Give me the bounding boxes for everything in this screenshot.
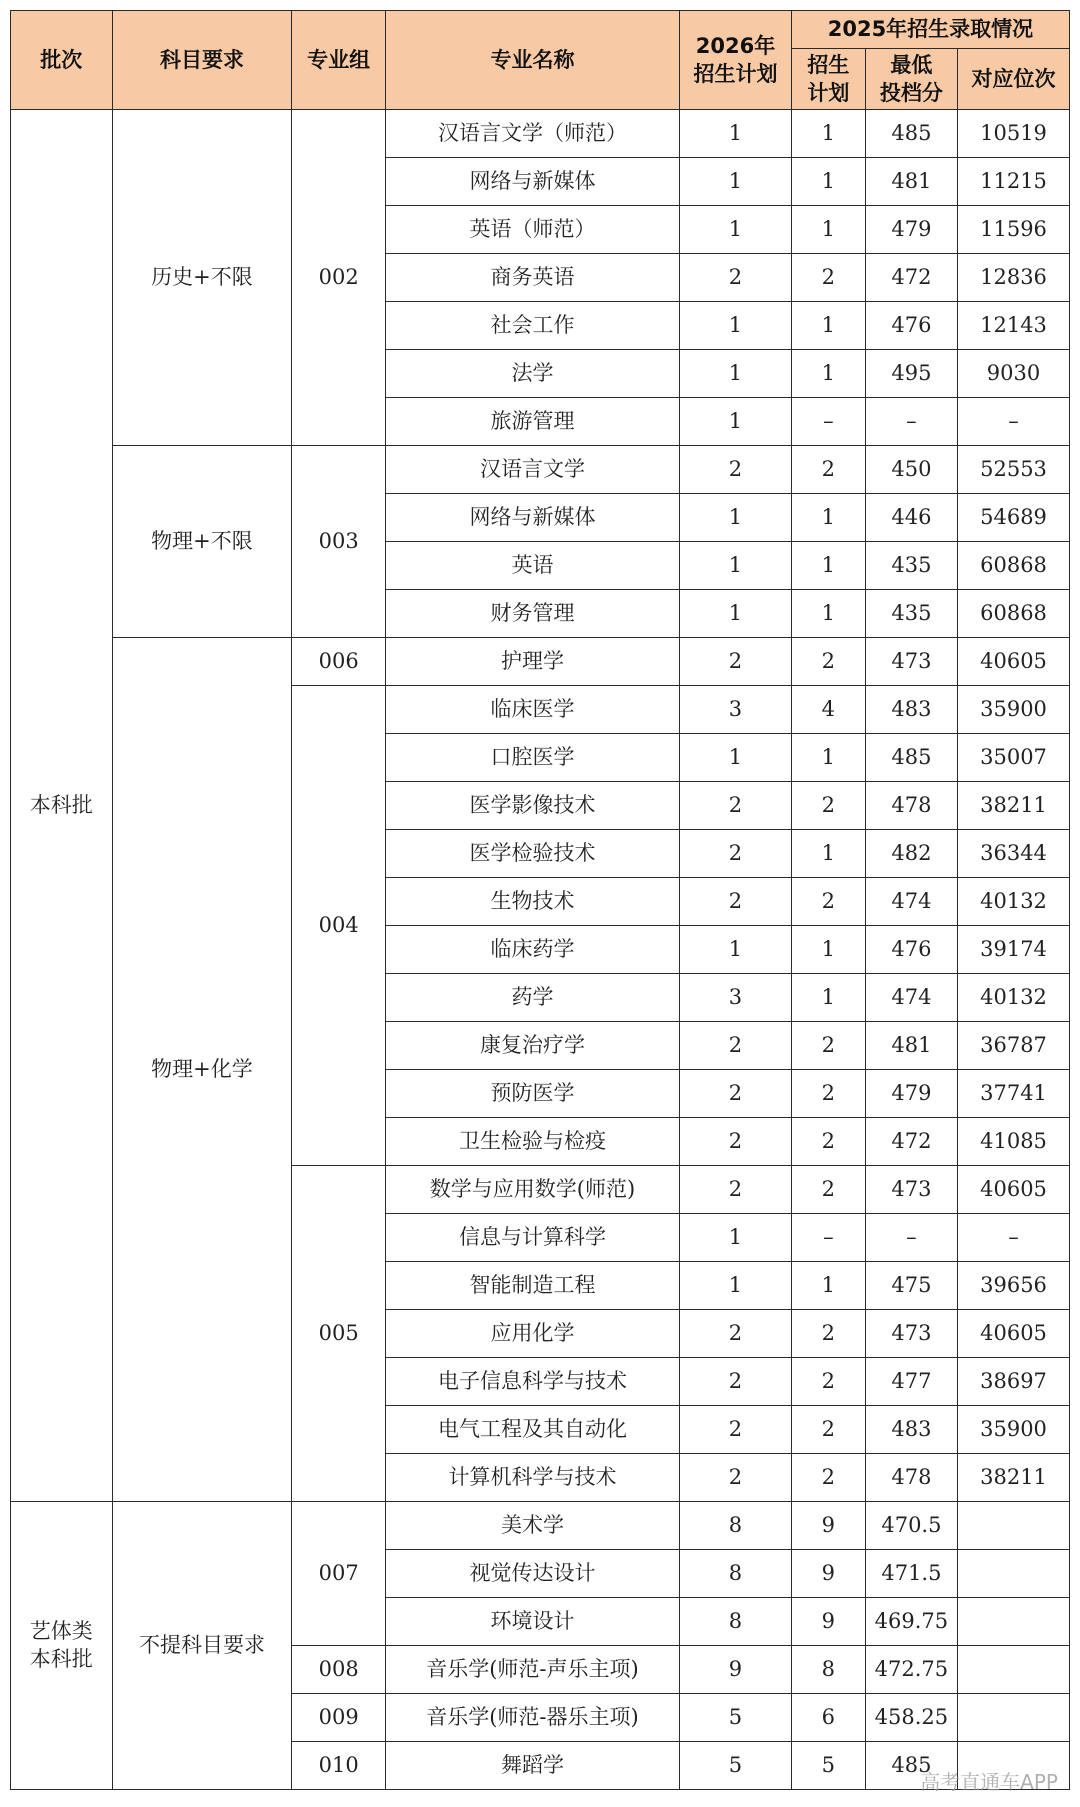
plan-2025-cell: 5	[791, 1742, 865, 1790]
rank-cell: 10519	[958, 110, 1070, 158]
rank-cell: 36787	[958, 1022, 1070, 1070]
rank-cell: 40605	[958, 1310, 1070, 1358]
rank-cell: 52553	[958, 446, 1070, 494]
min-score-cell: 476	[865, 302, 957, 350]
plan-2026-cell: 8	[680, 1598, 792, 1646]
rank-cell	[958, 1598, 1070, 1646]
plan-2025-cell: 9	[791, 1550, 865, 1598]
plan-2026-cell: 1	[680, 302, 792, 350]
plan-2026-cell: 9	[680, 1646, 792, 1694]
rank-cell: 40132	[958, 974, 1070, 1022]
header-subject-requirement: 科目要求	[112, 11, 292, 110]
plan-2025-cell: 2	[791, 1454, 865, 1502]
plan-2026-cell: 1	[680, 158, 792, 206]
major-name-cell: 汉语言文学	[385, 446, 679, 494]
group-code-cell: 008	[292, 1646, 385, 1694]
min-score-cell: 485	[865, 734, 957, 782]
major-name-cell: 环境设计	[385, 1598, 679, 1646]
rank-cell	[958, 1550, 1070, 1598]
plan-2025-cell: 9	[791, 1502, 865, 1550]
major-name-cell: 护理学	[385, 638, 679, 686]
plan-2026-cell: 5	[680, 1694, 792, 1742]
header-plan-2026: 2026年 招生计划	[680, 11, 792, 110]
table-header	[11, 11, 1070, 110]
plan-2025-cell: 1	[791, 494, 865, 542]
major-name-cell: 计算机科学与技术	[385, 1454, 679, 1502]
plan-2025-cell: 1	[791, 158, 865, 206]
plan-2026-cell: 1	[680, 494, 792, 542]
rank-cell: 35007	[958, 734, 1070, 782]
min-score-cell: 485	[865, 1742, 957, 1790]
plan-2025-cell: 1	[791, 206, 865, 254]
rank-cell: 40132	[958, 878, 1070, 926]
rank-cell	[958, 1502, 1070, 1550]
rank-cell: 60868	[958, 542, 1070, 590]
major-name-cell: 舞蹈学	[385, 1742, 679, 1790]
min-score-cell: 495	[865, 350, 957, 398]
rank-cell: 35900	[958, 686, 1070, 734]
major-name-cell: 网络与新媒体	[385, 494, 679, 542]
group-code-cell: 005	[292, 1166, 385, 1502]
table-row	[11, 1502, 1070, 1550]
plan-2025-cell: 1	[791, 734, 865, 782]
major-name-cell: 英语	[385, 542, 679, 590]
header-batch: 批次	[11, 11, 113, 110]
header-rank: 对应位次	[958, 49, 1070, 110]
rank-cell: 36344	[958, 830, 1070, 878]
min-score-cell: 435	[865, 542, 957, 590]
plan-2025-cell: 1	[791, 542, 865, 590]
plan-2025-cell: 2	[791, 1070, 865, 1118]
min-score-cell: 472	[865, 254, 957, 302]
plan-2026-cell: 2	[680, 878, 792, 926]
min-score-cell: 470.5	[865, 1502, 957, 1550]
table-row	[11, 446, 1070, 494]
min-score-cell: 483	[865, 1406, 957, 1454]
min-score-cell: 450	[865, 446, 957, 494]
min-score-cell: 475	[865, 1262, 957, 1310]
plan-2026-cell: 1	[680, 734, 792, 782]
plan-2025-cell: 2	[791, 638, 865, 686]
plan-2025-cell: 2	[791, 1166, 865, 1214]
plan-2025-cell: 2	[791, 878, 865, 926]
major-name-cell: 法学	[385, 350, 679, 398]
subject-requirement-cell: 历史+不限	[112, 110, 292, 446]
major-name-cell: 旅游管理	[385, 398, 679, 446]
rank-cell	[958, 1694, 1070, 1742]
header-admission-2025: 2025年招生录取情况	[791, 11, 1069, 49]
rank-cell: 40605	[958, 1166, 1070, 1214]
group-code-cell: 010	[292, 1742, 385, 1790]
major-name-cell: 商务英语	[385, 254, 679, 302]
plan-2026-cell: 2	[680, 254, 792, 302]
plan-2025-cell: 2	[791, 1310, 865, 1358]
plan-2025-cell: 1	[791, 350, 865, 398]
plan-2026-cell: 1	[680, 398, 792, 446]
header-major-name: 专业名称	[385, 11, 679, 110]
rank-cell: –	[958, 398, 1070, 446]
major-name-cell: 电子信息科学与技术	[385, 1358, 679, 1406]
plan-2026-cell: 3	[680, 974, 792, 1022]
min-score-cell: –	[865, 398, 957, 446]
min-score-cell: 472	[865, 1118, 957, 1166]
table-row	[11, 638, 1070, 686]
plan-2025-cell: 1	[791, 974, 865, 1022]
min-score-cell: 474	[865, 974, 957, 1022]
major-name-cell: 视觉传达设计	[385, 1550, 679, 1598]
min-score-cell: 478	[865, 782, 957, 830]
min-score-cell: 478	[865, 1454, 957, 1502]
table-body	[11, 110, 1070, 1790]
major-name-cell: 财务管理	[385, 590, 679, 638]
major-name-cell: 临床药学	[385, 926, 679, 974]
header-min-score: 最低 投档分	[865, 49, 957, 110]
rank-cell: 60868	[958, 590, 1070, 638]
batch-cell: 艺体类 本科批	[11, 1502, 113, 1790]
major-name-cell: 音乐学(师范-器乐主项)	[385, 1694, 679, 1742]
group-code-cell: 003	[292, 446, 385, 638]
min-score-cell: 446	[865, 494, 957, 542]
plan-2025-cell: 4	[791, 686, 865, 734]
rank-cell: 39656	[958, 1262, 1070, 1310]
group-code-cell: 009	[292, 1694, 385, 1742]
plan-2025-cell: 2	[791, 1406, 865, 1454]
plan-2025-cell: 9	[791, 1598, 865, 1646]
plan-2026-cell: 2	[680, 1118, 792, 1166]
major-name-cell: 临床医学	[385, 686, 679, 734]
plan-2025-cell: 1	[791, 926, 865, 974]
rank-cell: 35900	[958, 1406, 1070, 1454]
plan-2026-cell: 2	[680, 1166, 792, 1214]
plan-2025-cell: –	[791, 398, 865, 446]
plan-2026-cell: 1	[680, 542, 792, 590]
plan-2025-cell: 8	[791, 1646, 865, 1694]
plan-2026-cell: 1	[680, 1214, 792, 1262]
min-score-cell: 479	[865, 1070, 957, 1118]
batch-cell: 本科批	[11, 110, 113, 1502]
plan-2026-cell: 1	[680, 110, 792, 158]
rank-cell	[958, 1646, 1070, 1694]
major-name-cell: 汉语言文学（师范）	[385, 110, 679, 158]
admission-table-container	[10, 10, 1070, 1790]
rank-cell: 38697	[958, 1358, 1070, 1406]
min-score-cell: 474	[865, 878, 957, 926]
major-name-cell: 康复治疗学	[385, 1022, 679, 1070]
plan-2026-cell: 1	[680, 350, 792, 398]
major-name-cell: 英语（师范）	[385, 206, 679, 254]
group-code-cell: 004	[292, 686, 385, 1166]
min-score-cell: 482	[865, 830, 957, 878]
min-score-cell: 479	[865, 206, 957, 254]
subject-requirement-cell: 物理+不限	[112, 446, 292, 638]
min-score-cell: 435	[865, 590, 957, 638]
rank-cell: 41085	[958, 1118, 1070, 1166]
rank-cell: 11596	[958, 206, 1070, 254]
major-name-cell: 口腔医学	[385, 734, 679, 782]
plan-2026-cell: 2	[680, 1454, 792, 1502]
plan-2025-cell: 2	[791, 1118, 865, 1166]
major-name-cell: 网络与新媒体	[385, 158, 679, 206]
group-code-cell: 007	[292, 1502, 385, 1646]
min-score-cell: 485	[865, 110, 957, 158]
subject-requirement-cell: 不提科目要求	[112, 1502, 292, 1790]
major-name-cell: 音乐学(师范-声乐主项)	[385, 1646, 679, 1694]
table-row	[11, 110, 1070, 158]
admission-table	[10, 10, 1070, 1790]
major-name-cell: 电气工程及其自动化	[385, 1406, 679, 1454]
plan-2026-cell: 1	[680, 1262, 792, 1310]
min-score-cell: –	[865, 1214, 957, 1262]
plan-2026-cell: 2	[680, 1310, 792, 1358]
plan-2026-cell: 8	[680, 1502, 792, 1550]
plan-2026-cell: 2	[680, 1406, 792, 1454]
rank-cell: 39174	[958, 926, 1070, 974]
min-score-cell: 458.25	[865, 1694, 957, 1742]
plan-2025-cell: 2	[791, 446, 865, 494]
plan-2025-cell: 1	[791, 110, 865, 158]
plan-2025-cell: 1	[791, 830, 865, 878]
major-name-cell: 应用化学	[385, 1310, 679, 1358]
major-name-cell: 生物技术	[385, 878, 679, 926]
group-code-cell: 002	[292, 110, 385, 446]
plan-2026-cell: 2	[680, 782, 792, 830]
min-score-cell: 476	[865, 926, 957, 974]
header-group: 专业组	[292, 11, 385, 110]
min-score-cell: 469.75	[865, 1598, 957, 1646]
plan-2025-cell: 2	[791, 782, 865, 830]
min-score-cell: 471.5	[865, 1550, 957, 1598]
rank-cell: 38211	[958, 782, 1070, 830]
plan-2025-cell: 1	[791, 1262, 865, 1310]
major-name-cell: 信息与计算科学	[385, 1214, 679, 1262]
header-plan-2025: 招生 计划	[791, 49, 865, 110]
plan-2026-cell: 8	[680, 1550, 792, 1598]
min-score-cell: 473	[865, 1310, 957, 1358]
plan-2026-cell: 2	[680, 1070, 792, 1118]
major-name-cell: 数学与应用数学(师范)	[385, 1166, 679, 1214]
plan-2025-cell: 2	[791, 1022, 865, 1070]
subject-requirement-cell: 物理+化学	[112, 638, 292, 1502]
major-name-cell: 智能制造工程	[385, 1262, 679, 1310]
rank-cell: –	[958, 1214, 1070, 1262]
rank-cell: 12143	[958, 302, 1070, 350]
min-score-cell: 481	[865, 1022, 957, 1070]
plan-2025-cell: –	[791, 1214, 865, 1262]
plan-2026-cell: 2	[680, 1358, 792, 1406]
group-code-cell: 006	[292, 638, 385, 686]
rank-cell: 54689	[958, 494, 1070, 542]
watermark-text: 高考直通车APP	[920, 1770, 1058, 1794]
plan-2026-cell: 1	[680, 590, 792, 638]
plan-2025-cell: 6	[791, 1694, 865, 1742]
major-name-cell: 医学影像技术	[385, 782, 679, 830]
rank-cell: 40605	[958, 638, 1070, 686]
rank-cell: 37741	[958, 1070, 1070, 1118]
min-score-cell: 473	[865, 1166, 957, 1214]
plan-2026-cell: 2	[680, 1022, 792, 1070]
plan-2026-cell: 1	[680, 926, 792, 974]
plan-2026-cell: 2	[680, 830, 792, 878]
plan-2026-cell: 2	[680, 446, 792, 494]
plan-2025-cell: 1	[791, 302, 865, 350]
plan-2026-cell: 5	[680, 1742, 792, 1790]
major-name-cell: 卫生检验与检疫	[385, 1118, 679, 1166]
plan-2026-cell: 2	[680, 638, 792, 686]
major-name-cell: 药学	[385, 974, 679, 1022]
major-name-cell: 预防医学	[385, 1070, 679, 1118]
min-score-cell: 481	[865, 158, 957, 206]
major-name-cell: 医学检验技术	[385, 830, 679, 878]
rank-cell: 9030	[958, 350, 1070, 398]
rank-cell: 12836	[958, 254, 1070, 302]
plan-2025-cell: 2	[791, 1358, 865, 1406]
min-score-cell: 477	[865, 1358, 957, 1406]
major-name-cell: 社会工作	[385, 302, 679, 350]
plan-2026-cell: 3	[680, 686, 792, 734]
min-score-cell: 473	[865, 638, 957, 686]
plan-2025-cell: 1	[791, 590, 865, 638]
rank-cell: 38211	[958, 1454, 1070, 1502]
major-name-cell: 美术学	[385, 1502, 679, 1550]
plan-2025-cell: 2	[791, 254, 865, 302]
plan-2026-cell: 1	[680, 206, 792, 254]
min-score-cell: 472.75	[865, 1646, 957, 1694]
min-score-cell: 483	[865, 686, 957, 734]
rank-cell: 11215	[958, 158, 1070, 206]
